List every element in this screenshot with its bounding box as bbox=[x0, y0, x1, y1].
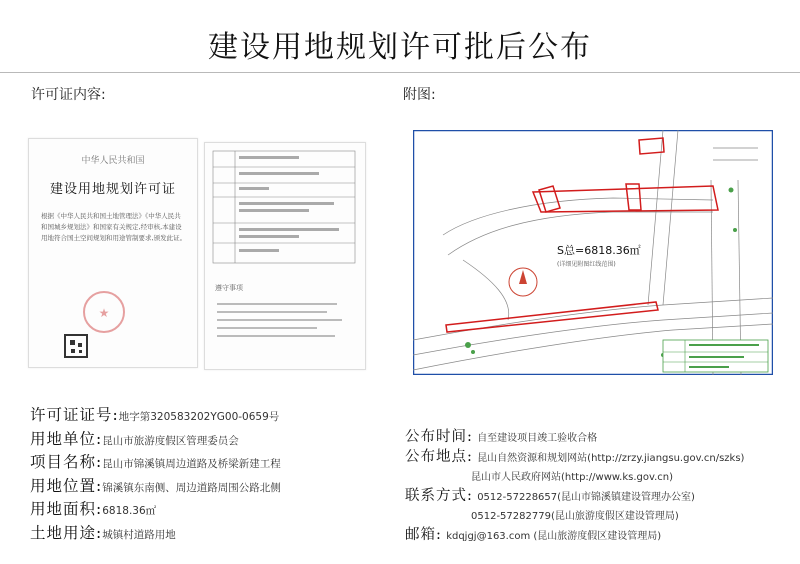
map-area-label: S总=6818.36㎡ bbox=[557, 244, 641, 257]
info-row-email: 邮箱: kdqjgj@163.com (昆山旅游度假区建设管理局) bbox=[405, 527, 662, 543]
map-area-sub: (详细见附图红线范围) bbox=[557, 261, 616, 268]
permit-title: 建设用地规划许可证 bbox=[49, 182, 176, 197]
info-row-project: 项目名称:昆山市锦溪镇周边道路及桥梁新建工程 bbox=[30, 453, 281, 471]
permit-right-page bbox=[204, 142, 366, 370]
permit-form-table bbox=[205, 143, 365, 369]
qr-code-icon bbox=[65, 335, 87, 357]
svg-text:★: ★ bbox=[98, 306, 110, 320]
site-plan-map bbox=[413, 130, 773, 375]
title-divider bbox=[0, 72, 800, 73]
info-row-applicant: 用地单位:昆山市旅游度假区管理委员会 bbox=[30, 429, 239, 448]
permit-document-image bbox=[20, 128, 380, 373]
map-title-block bbox=[663, 340, 768, 372]
permit-seal-qr bbox=[29, 257, 197, 367]
attachment-map-image bbox=[413, 130, 773, 375]
info-row-contact-2: 0512-57282779(昆山旅游度假区建设管理局) bbox=[471, 511, 679, 522]
info-row-land-use: 土地用途:城镇村道路用地 bbox=[30, 523, 176, 542]
permit-header: 中华人民共和国 bbox=[81, 156, 145, 166]
info-row-location: 用地位置:锦溪镇东南侧、周边道路周围公路北侧 bbox=[30, 476, 281, 495]
info-row-place: 公布地点: 昆山自然资源和规划网站(http://zrzy.jiangsu.gov.cn/szks) bbox=[405, 449, 745, 465]
permit-info-list bbox=[30, 405, 281, 546]
info-row-period: 公布时间: 自至建设项目竣工验收合格 bbox=[405, 429, 598, 445]
permit-body-text: 根据《中华人民共和国土地管理法》《中华人民共和国城乡规划法》和国家有关规定,经审核,本建设用地符合国土空间规划和用途管制要求,颁发此证。 bbox=[41, 212, 187, 242]
info-row-contact: 联系方式: 0512-57228657(昆山市锦溪镇建设管理办公室) bbox=[405, 488, 695, 504]
publicity-info-list bbox=[405, 428, 744, 546]
permit-left-page bbox=[28, 138, 198, 368]
page-title: 建设用地规划许可批后公布 bbox=[208, 30, 592, 65]
info-row-place-2: 昆山市人民政府网站(http://www.ks.gov.cn) bbox=[471, 472, 674, 483]
attachment-label: 附图: bbox=[403, 87, 436, 103]
permit-notice-title: 遵守事项 bbox=[215, 284, 243, 292]
info-row-permit-no: 许可证证号:地字第320583202YG00-0659号 bbox=[30, 406, 280, 424]
info-row-area: 用地面积:6818.36㎡ bbox=[30, 500, 157, 518]
permit-content-label: 许可证内容: bbox=[31, 87, 106, 103]
